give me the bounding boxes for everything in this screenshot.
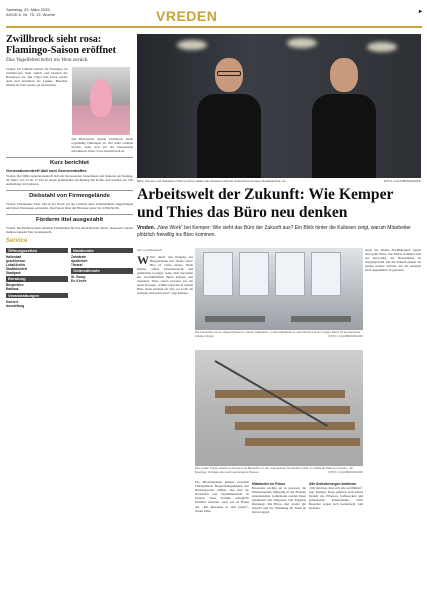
article-col-1 xyxy=(137,248,193,295)
service-title: Service xyxy=(6,238,28,245)
brief-news-text: Vreden. Der DRK-Generationentreff lädt alle interessierten Seniorinnen und Senioren am Sonntag, 30. März, von 15 bis 17 Uhr zu einem gemütlichen Nachmittag mit Kaffee und Kuchen ein. Um Anmeldung wird gebeten. xyxy=(6,173,133,186)
ceiling-light xyxy=(367,42,397,52)
header-rule xyxy=(6,26,422,28)
service-entry: Lokal/Archiv xyxy=(6,262,26,267)
main-deck xyxy=(137,225,421,238)
stair-step xyxy=(225,406,350,414)
service-heading: Gottesdienste xyxy=(71,268,133,274)
flamingo-col-1 xyxy=(6,67,68,153)
article-col-4 xyxy=(309,480,363,510)
subhead-1: Mitarbeiter im Fokus xyxy=(252,481,286,486)
person-body xyxy=(312,94,376,178)
office-photo xyxy=(195,248,363,330)
service-heading: Öffnungszeiten xyxy=(6,248,68,254)
byline: Von Luca Brandhoff xyxy=(137,248,162,252)
service-entry: St. Georg xyxy=(71,275,86,280)
window xyxy=(275,252,305,296)
theft-title: Diebstahl von Firmengelände xyxy=(6,190,133,200)
main-photo-caption xyxy=(137,179,421,183)
caption-text: Björn Kemper und Sebastian Thies (rechts) stellen das Arbeitsmodell der Zukunft bei Kemper Akustiktechnik vor. xyxy=(137,179,287,183)
person-left xyxy=(197,58,261,178)
flamingo-photo xyxy=(72,67,130,135)
service-block xyxy=(6,246,133,308)
service-entry: Stadtpark xyxy=(6,270,21,275)
ceiling-light xyxy=(177,40,207,50)
person-body xyxy=(197,94,261,178)
brief-news-title: Kurz berichtet xyxy=(6,157,133,167)
window xyxy=(311,252,341,296)
article-col-2 xyxy=(195,480,249,513)
window xyxy=(203,252,233,296)
deck-text: „New Work“ bei Kemper: Wie sieht das Büro der Zukunft aus? Ein Blick hinter die Kulissen zeigt, warum Mitarbeiter plötzlich freiwillig ins Büro kommen. xyxy=(137,225,411,238)
service-entry: geschlossen xyxy=(6,258,26,263)
deck-lead: Vreden. xyxy=(137,225,156,231)
article-text-right: Auch das Thema Nachhaltigkeit spielte eine große Rolle. Die Möbel stammen teils aus Recycling, die Beleuchtung ist energiesparend. Für die Zukunft planen die beiden weitere Schritte, um das Arbeiten noch angenehmer zu gestalten. xyxy=(365,248,421,273)
person-head xyxy=(330,58,358,92)
flamingo-col-2 xyxy=(72,67,134,153)
desk xyxy=(291,316,351,322)
stair-photo xyxy=(195,350,363,466)
flamingo-text-2: Die Biologische Station Zwillbrock bietet regelmäßig Führungen an. Wer mehr erfahren möchte, kann sich auf der Internetseite informieren. Infos: www.bszwillbrock.de xyxy=(71,137,133,154)
article-col-3 xyxy=(252,480,306,515)
stair-caption xyxy=(195,467,363,474)
article-text-4: „Wir möchten, dass sich alle wohlfühlen“, sagt Kemper. Dazu gehören auch kleine Details wie Pflanzen, Kaffeeecken und gemeinsame Pausenräume. Viele Besucher zeigen sich beeindruckt vom Konzept. xyxy=(309,485,363,511)
main-headline: Arbeitswelt der Zukunft: Wie Kemper und Thies das Büro neu denken xyxy=(137,186,394,221)
subhead-2: Alle Anforderungen bedienen xyxy=(309,481,357,486)
issue-line: AHOD 6, Nr. 75, 13. Woche xyxy=(6,12,56,17)
window xyxy=(239,252,269,296)
service-entry: Stadtbücherei xyxy=(6,266,28,271)
service-entry: Tierarzt xyxy=(71,262,83,267)
glasses xyxy=(217,71,241,76)
service-entry: Ev. Kirche xyxy=(71,279,87,284)
stair-step xyxy=(235,422,355,430)
service-entry: Konzert xyxy=(6,299,18,304)
issue-date xyxy=(6,7,55,17)
flamingo-subheadline: Das Vogelleben kehrt ins Venn zurück. xyxy=(6,57,89,63)
flamingo-headline: Zwillbrock sieht rosa: Flamingo-Saison eröffnet xyxy=(6,34,117,56)
service-entry: Rathaus xyxy=(6,287,19,292)
article-col-right xyxy=(365,248,421,273)
office-caption xyxy=(195,331,363,338)
article-text-1-body: Wer durch den Eingang des Bürogebäudes tritt, merkt sofort: Hier ist vieles anders. Helle Räume, offene Arbeitsbereiche und gemütliche Lounges laden zum Verweilen ein. Geschäftsführer Björn Kemper und Sebastian Thies setzen bewusst auf ein neues Konzept. „Früher saß jeder in seinem Büro, heute arbeiten wir dort, wo es für die Aufgabe am besten passt“, sagt Kemper. xyxy=(137,254,193,296)
stair-caption-text: Eine große Treppe erlaubt es Kemper und Besuchern in der sogenannten Tenstruktur mitten im Gebäude Platz zu nehmen – für Meetings, Vorträge oder auch gemeinsame Pausen. xyxy=(195,466,354,474)
flamingo-text-1: Vreden. Im Frühjahr kehren die Flamingos im Zwillbrocker Venn zurück und bereiten die Brutsaison vor. Die Vögel sind schon wieder aktiv und bevölkern die Lagune. Besucher können sie bald wieder gut beobachten. xyxy=(6,67,68,88)
office-caption-text: Der Fokusraum ist ein abgeschlossener, kleiner Glaskasten, in dem Mitarbeiter je nach Wunsch einen ruhigen Raum für konzentrierte Arbeiten finden. xyxy=(195,330,361,338)
article-text-1 xyxy=(137,252,193,296)
flamingo-article xyxy=(6,67,133,153)
page-marker: ▸ xyxy=(418,9,422,15)
brief-news-subtitle: Generationentreff lädt zum Seniorenkaffee xyxy=(6,168,87,174)
main-photo xyxy=(137,34,421,178)
service-entry: Zahnärzte xyxy=(71,254,87,259)
photo-credit: FOTO: LUCA BRANDHOFF xyxy=(328,469,363,474)
article-text-2: Die Mitarbeitenden können zwischen Einzelplätzen, Besprechungsräumen und Rückzugsorten wählen. Das Ziel ist, Kreativität und Zusammenarbeit zu fördern. Neue Technik ermöglicht flexibles Arbeiten, auch von zu Hause aus. „Die Resonanz ist sehr positiv“, betont Thies. xyxy=(195,480,249,513)
service-heading: Veranstaltungen xyxy=(6,293,68,299)
photo-credit: FOTO: LUCA BRANDHOFF xyxy=(383,179,421,183)
section-title: VREDEN xyxy=(156,8,218,24)
article-text-3: Besonders wichtig sei es gewesen, die Mitarbeitenden frühzeitig in die Planung einzubeziehen. Gemeinsam wurden Ideen gesammelt und umgesetzt. Das Ergebnis überzeugt: Die Büros sind wieder gut besucht und die Stimmung im Team ist hervorragend. xyxy=(252,485,306,515)
person-right xyxy=(312,58,376,178)
photo-credit: FOTO: LUCA BRANDHOFF xyxy=(328,333,363,338)
service-entry: Apotheken xyxy=(71,258,88,263)
page-header xyxy=(6,4,422,32)
service-col-1 xyxy=(6,246,68,308)
date-line: Samstag, 29. März 2025 xyxy=(6,7,50,12)
service-heading: Notdienste xyxy=(71,248,133,254)
service-entry: Bürgerbüro xyxy=(6,283,24,288)
funding-title: Förderm ittel ausgezahlt xyxy=(6,214,133,224)
left-column xyxy=(6,34,133,308)
service-col-2 xyxy=(71,246,133,308)
theft-text: Vreden. Unbekannte Täter sind in der Nacht auf das Gelände eines Unternehmens eingedrungen und haben Werkzeuge entwendet. Die Polizei bittet um Hinweise unter Tel. 02561/92 60. xyxy=(6,202,133,211)
funding-text: Vreden. Die Heimatvereine erhielten Fördermittel für ihre ehrenamtliche Arbeit. Insgesamt wurden mehrere tausend Euro bereitgestellt. xyxy=(6,226,133,235)
ceiling-light xyxy=(287,38,317,48)
service-heading: Beratung xyxy=(6,276,68,282)
desk xyxy=(205,316,265,322)
service-entry: Hallenbad xyxy=(6,254,22,259)
service-entry: Ausstellung xyxy=(6,303,25,308)
dropcap: W xyxy=(137,252,149,267)
stair-step xyxy=(245,438,360,446)
